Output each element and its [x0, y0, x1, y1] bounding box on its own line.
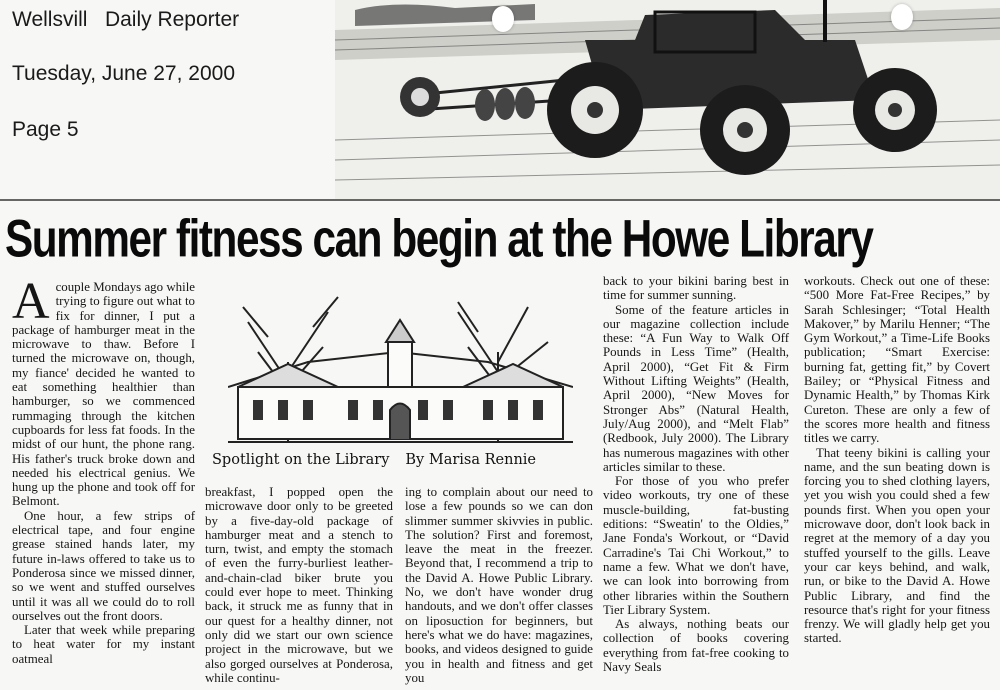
- paragraph: One hour, a few strips of electrical tape, and four engine grease stained hands later, my future in-laws offered to take us to Ponderosa since we missed dinner, so we went and stuffed ourselves until it was all we could do to roll ourselves out the front doors.: [12, 508, 195, 623]
- headline: Summer fitness can begin at the Howe Library: [5, 208, 873, 268]
- library-building-illustration: [228, 292, 573, 447]
- newspaper-name: Wellsvill Daily Reporter: [12, 8, 240, 31]
- article-column-5: [804, 274, 990, 646]
- column-title: [212, 452, 592, 468]
- punch-hole: [492, 6, 514, 32]
- byline: By Marisa Rennie: [405, 452, 536, 468]
- publication-date: Tuesday, June 27, 2000: [12, 62, 235, 85]
- article-column-3: [405, 485, 593, 685]
- paragraph: back to your bikini baring best in time for summer sunning.: [603, 274, 789, 303]
- paragraph: As always, nothing beats our collection of books covering everything from fat-free cooking to Navy Seals: [603, 617, 789, 675]
- divider: [0, 199, 1000, 201]
- page-number: Page 5: [12, 118, 79, 141]
- paragraph: That teeny bikini is calling your name, and the sun beating down is forcing you to shed clothing layers, yet you wish you could shed a few pounds first. When you open your microwave door, don't look back in regret at the memory of a day you stuffed yourself to the gills. Leave your car keys behind, and walk, run, or bike to the David A. Howe Public Library, and find the resource that's right for your fitness frenzy. We will gladly help get you started.: [804, 445, 990, 646]
- paragraph: Some of the feature articles in our magazine collection include these: “A Fun Way to Walk Off Pounds in Less Time” (Health, April 2000), “Get Fit & Firm Without Lifting Weights” (Health, April 2000), “New Moves for Stronger Abs” (Natural Health, July/Aug 2000), and “Melt Flab” (Redbook, July 2000). The Library has numerous magazines with other articles similar to these.: [603, 302, 789, 474]
- punch-hole: [891, 4, 913, 30]
- paragraph: workouts. Check out one of these: “500 More Fat-Free Recipes,” by Sarah Schlesinger; “Total Health Makover,” by Marilu Henner; “The Gym Workout,” a Time-Life Books publication; “Smart Exercise: burning fat, getting fit,” by Covert Bailey; or “Physical Fitness and Dynamic Health,” by Thomas Kirk Cureton. These are only a few of the scores more health and fitness titles we carry.: [804, 274, 990, 446]
- article-column-2: [205, 485, 393, 685]
- paragraph: Later that week while preparing to heat water for my instant oatmeal: [12, 623, 195, 666]
- drop-cap: A: [12, 273, 50, 330]
- paragraph: For those of you who prefer video workouts, try one of these muscle-building, fat-busting editions: “Sweatin' to the Oldies,” Jane Fonda's Workout, or “David Carradine's Tai Chi Workout,” to name a few. What we don't have, we can look into borrowing from other libraries within the Southern Tier Library System.: [603, 474, 789, 617]
- paragraph: breakfast, I popped open the microwave door only to be greeted by a five-day-old package of hamburger meat and a stench to turn, twist, and empty the stomach of even the furry-burliest leather-and-chain-clad biker brute you could ever hope to meet. Thinking back, it struck me as funny that in our quest for a healthy dinner, not only did we start our own science project in the microwave, but we also gorged ourselves at Ponderosa, while continu-: [205, 485, 393, 685]
- paragraph: Acouple Mondays ago while trying to figure out what to fix for dinner, I put a package of hamburger meat in the microwave to thaw. Before I turned the microwave on, though, my fiance' decided he wanted to eat something healthier than hamburger, so we commenced rummaging through the kitchen cupboards for less fat foods. In the midst of our hunt, the phone rang. His father's truck broke down and needed his electrical genius. We hung up the phone and took off for Belmont.: [12, 273, 195, 509]
- tractor-illustration: [335, 0, 1000, 200]
- paragraph: ing to complain about our need to lose a few pounds so we can don slimmer summer skivvies in public. The solution? First and foremost, leave the meat in the freezer. Beyond that, I recommend a trip to the David A. Howe Public Library. No, we don't have wonder drug handouts, and we don't offer classes on liposuction for beginners, but here's what we do have: magazines, books, and videos designed to guide you in health and fitness and get you: [405, 485, 593, 685]
- article-column-1: [12, 273, 195, 666]
- column-name: Spotlight on the Library: [212, 452, 390, 468]
- article-column-4: [603, 274, 789, 674]
